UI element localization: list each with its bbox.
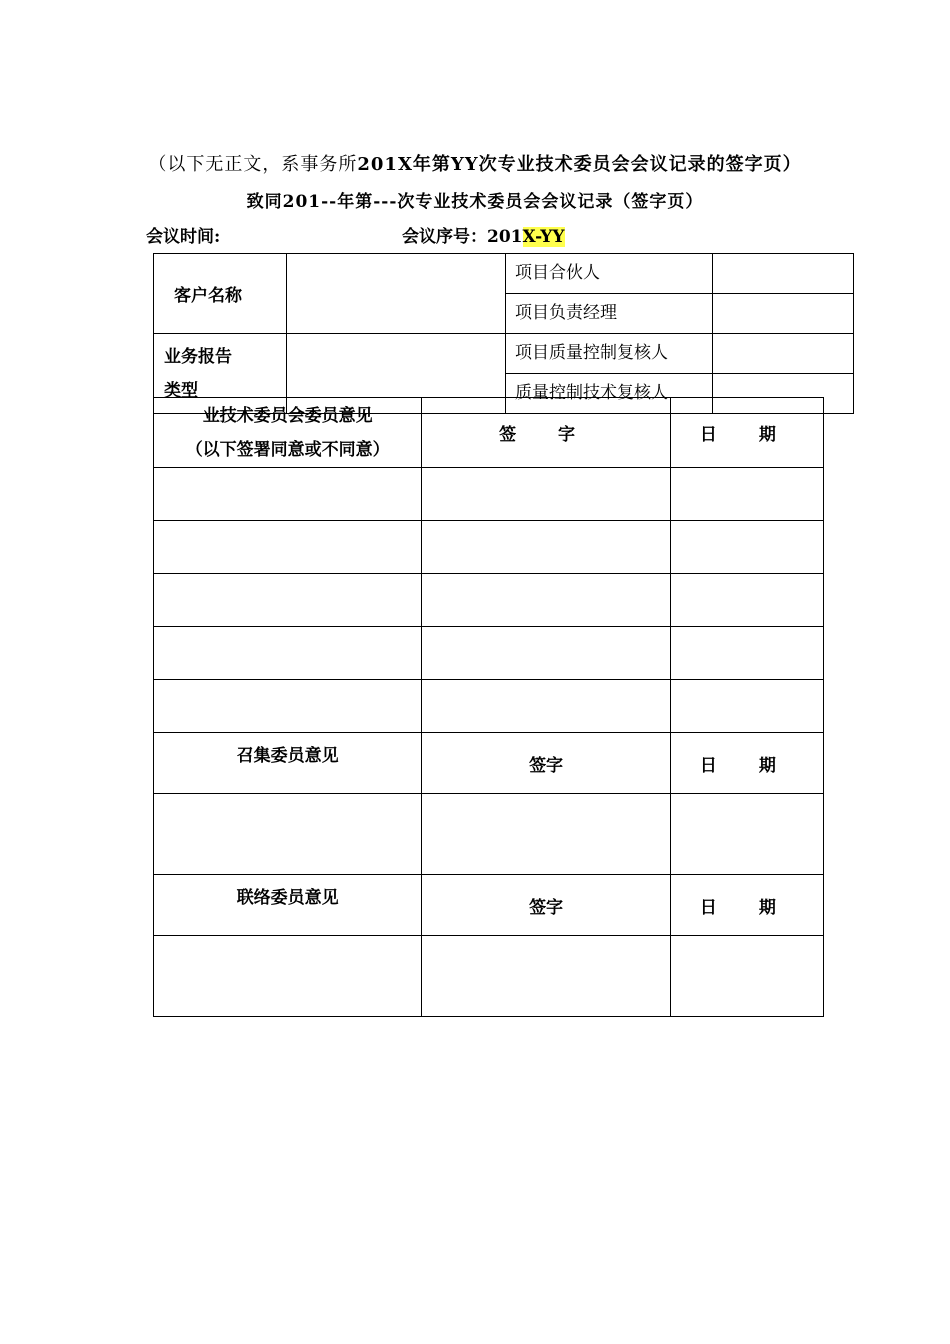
liaison-sign-header: 签字 [422, 875, 670, 936]
opinion-cell[interactable] [154, 521, 422, 574]
date-header-text: 日 期 [699, 425, 794, 445]
liaison-opinion-header: 联络委员意见 [154, 875, 422, 936]
convener-date-header-text: 日 期 [699, 755, 794, 776]
date-cell[interactable] [670, 680, 823, 733]
committee-opinion-table [153, 397, 824, 1017]
opinion-cell[interactable] [154, 468, 422, 521]
date-header [670, 398, 823, 468]
convener-opinion-header: 召集委员意见 [154, 733, 422, 794]
client-name-label: 客户名称 [154, 254, 287, 334]
liaison-date-header-text: 日 期 [699, 897, 794, 918]
convener-sign-cell[interactable] [422, 794, 670, 875]
client-name-value[interactable] [287, 254, 506, 334]
sign-header [422, 398, 670, 468]
project-info-table [153, 253, 854, 414]
liaison-opinion-cell[interactable] [154, 936, 422, 1017]
committee-opinion-header-line2: （以下签署同意或不同意） [185, 439, 390, 460]
liaison-sign-cell[interactable] [422, 936, 670, 1017]
note-number: YY [450, 154, 479, 175]
sign-cell[interactable] [422, 627, 670, 680]
role-qc-reviewer-sign[interactable] [713, 334, 854, 374]
role-partner: 项目合伙人 [506, 254, 713, 294]
role-qc-reviewer: 项目质量控制复核人 [506, 334, 713, 374]
date-cell[interactable] [670, 521, 823, 574]
convener-date-header [670, 733, 823, 794]
liaison-date-header [670, 875, 823, 936]
opinion-cell[interactable] [154, 680, 422, 733]
note-year: 201X [357, 154, 413, 175]
meeting-sequence-label: 会议序号：201 [402, 227, 523, 247]
role-manager-sign[interactable] [713, 294, 854, 334]
committee-opinion-header [154, 398, 422, 468]
meeting-sequence-highlight: X-YY [522, 227, 565, 247]
note-open: （以下无正文，系事务所 [148, 154, 358, 175]
note-rest: 次专业技术委员会会议记录的签字页） [478, 154, 802, 175]
page-title: 致同201--年第---次专业技术委员会会议记录（签字页） [246, 192, 704, 212]
sign-cell[interactable] [422, 574, 670, 627]
report-type-label-line1: 业务报告 [164, 346, 232, 367]
note-mid: 年第 [412, 154, 451, 175]
sign-cell[interactable] [422, 521, 670, 574]
convener-opinion-cell[interactable] [154, 794, 422, 875]
convener-date-cell[interactable] [670, 794, 823, 875]
opinion-cell[interactable] [154, 574, 422, 627]
role-qc-tech-reviewer: 质量控制技术复核人 [506, 374, 713, 414]
role-manager: 项目负责经理 [506, 294, 713, 334]
liaison-date-cell[interactable] [670, 936, 823, 1017]
sign-header-text: 签 字 [499, 425, 594, 445]
sign-cell[interactable] [422, 468, 670, 521]
convener-sign-header: 签字 [422, 733, 670, 794]
report-type-label-line2: 类型 [164, 380, 198, 401]
date-cell[interactable] [670, 574, 823, 627]
footnote-no-more-text [0, 150, 950, 176]
sign-cell[interactable] [422, 680, 670, 733]
meeting-sequence [402, 222, 565, 247]
committee-opinion-header-line1: 业技术委员会委员意见 [202, 405, 373, 426]
date-cell[interactable] [670, 468, 823, 521]
role-partner-sign[interactable] [713, 254, 854, 294]
date-cell[interactable] [670, 627, 823, 680]
opinion-cell[interactable] [154, 627, 422, 680]
meeting-time-label: 会议时间: [146, 227, 221, 247]
